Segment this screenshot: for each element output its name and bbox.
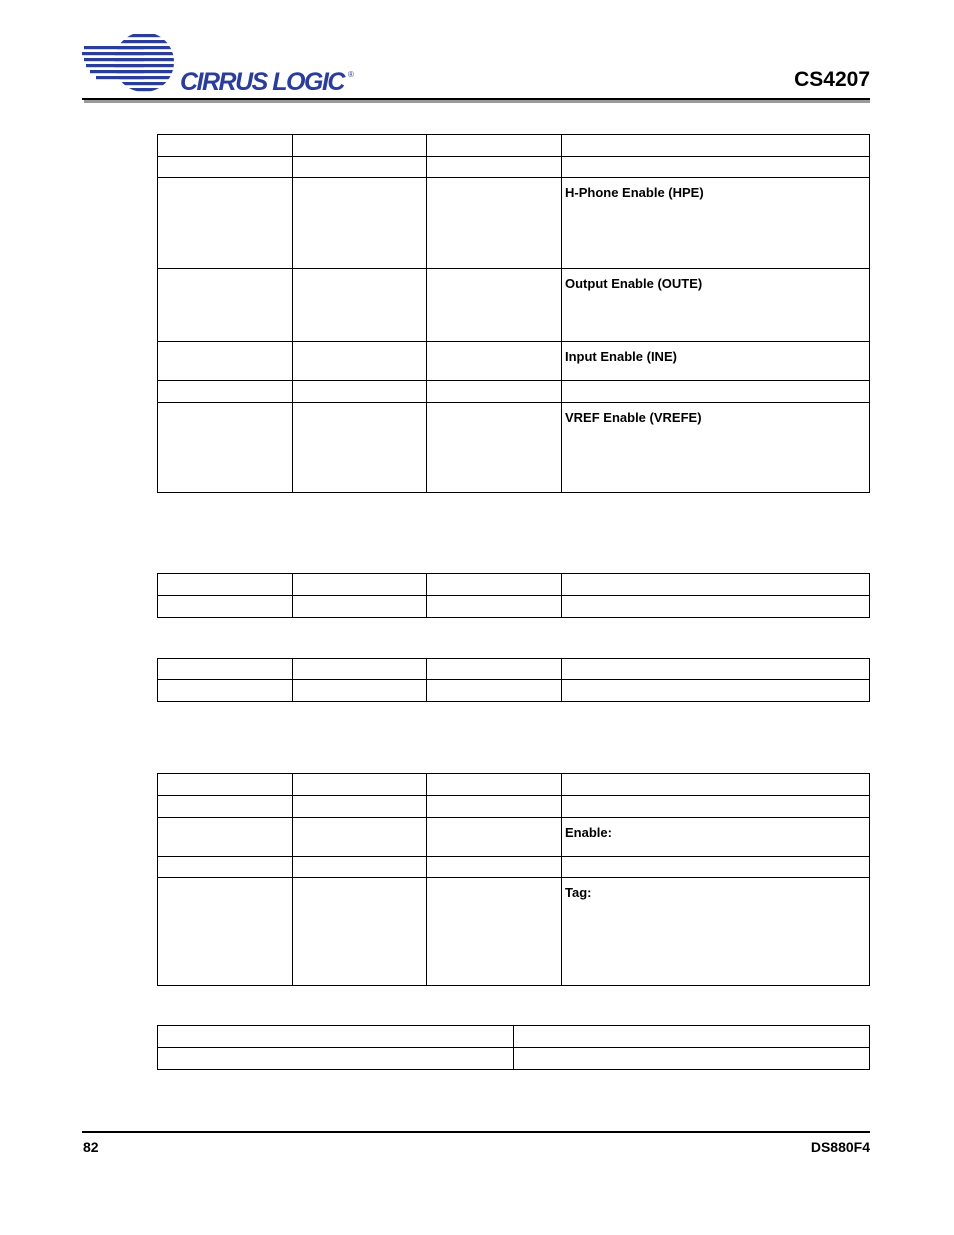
register-table-unsolicited <box>157 773 870 986</box>
table-row <box>158 659 870 680</box>
register-table-2 <box>157 573 870 618</box>
table-row <box>158 135 870 157</box>
register-table-power <box>157 134 870 493</box>
page-number: 82 <box>83 1139 99 1155</box>
table-row <box>158 796 870 818</box>
field-label-enable: Enable: <box>565 825 612 840</box>
field-label-ine: Input Enable (INE) <box>565 349 677 364</box>
field-label-hpe: H-Phone Enable (HPE) <box>565 185 704 200</box>
register-table-3 <box>157 658 870 702</box>
table-row <box>158 342 870 381</box>
table-row <box>158 178 870 269</box>
table-row <box>158 381 870 403</box>
field-label-vrefe: VREF Enable (VREFE) <box>565 410 702 425</box>
table-row <box>158 774 870 796</box>
table-row <box>158 269 870 342</box>
table-row <box>158 1048 870 1070</box>
header-rule-shadow <box>84 100 870 103</box>
table-row <box>158 403 870 493</box>
table-row <box>158 680 870 702</box>
field-label-oute: Output Enable (OUTE) <box>565 276 703 291</box>
field-label-tag: Tag: <box>565 885 592 900</box>
cirrus-logic-logo <box>82 32 357 96</box>
register-table-5 <box>157 1025 870 1070</box>
table-row <box>158 818 870 857</box>
table-row <box>158 157 870 178</box>
table-row <box>158 878 870 986</box>
table-row <box>158 574 870 596</box>
registered-mark: ® <box>348 70 354 79</box>
table-row <box>158 857 870 878</box>
document-code: DS880F4 <box>810 1139 870 1155</box>
table-row <box>158 596 870 618</box>
table-row <box>158 1026 870 1048</box>
document-title: CS4207 <box>794 68 870 91</box>
logo-text: CIRRUS LOGIC <box>180 68 344 96</box>
footer-rule <box>82 1131 870 1133</box>
